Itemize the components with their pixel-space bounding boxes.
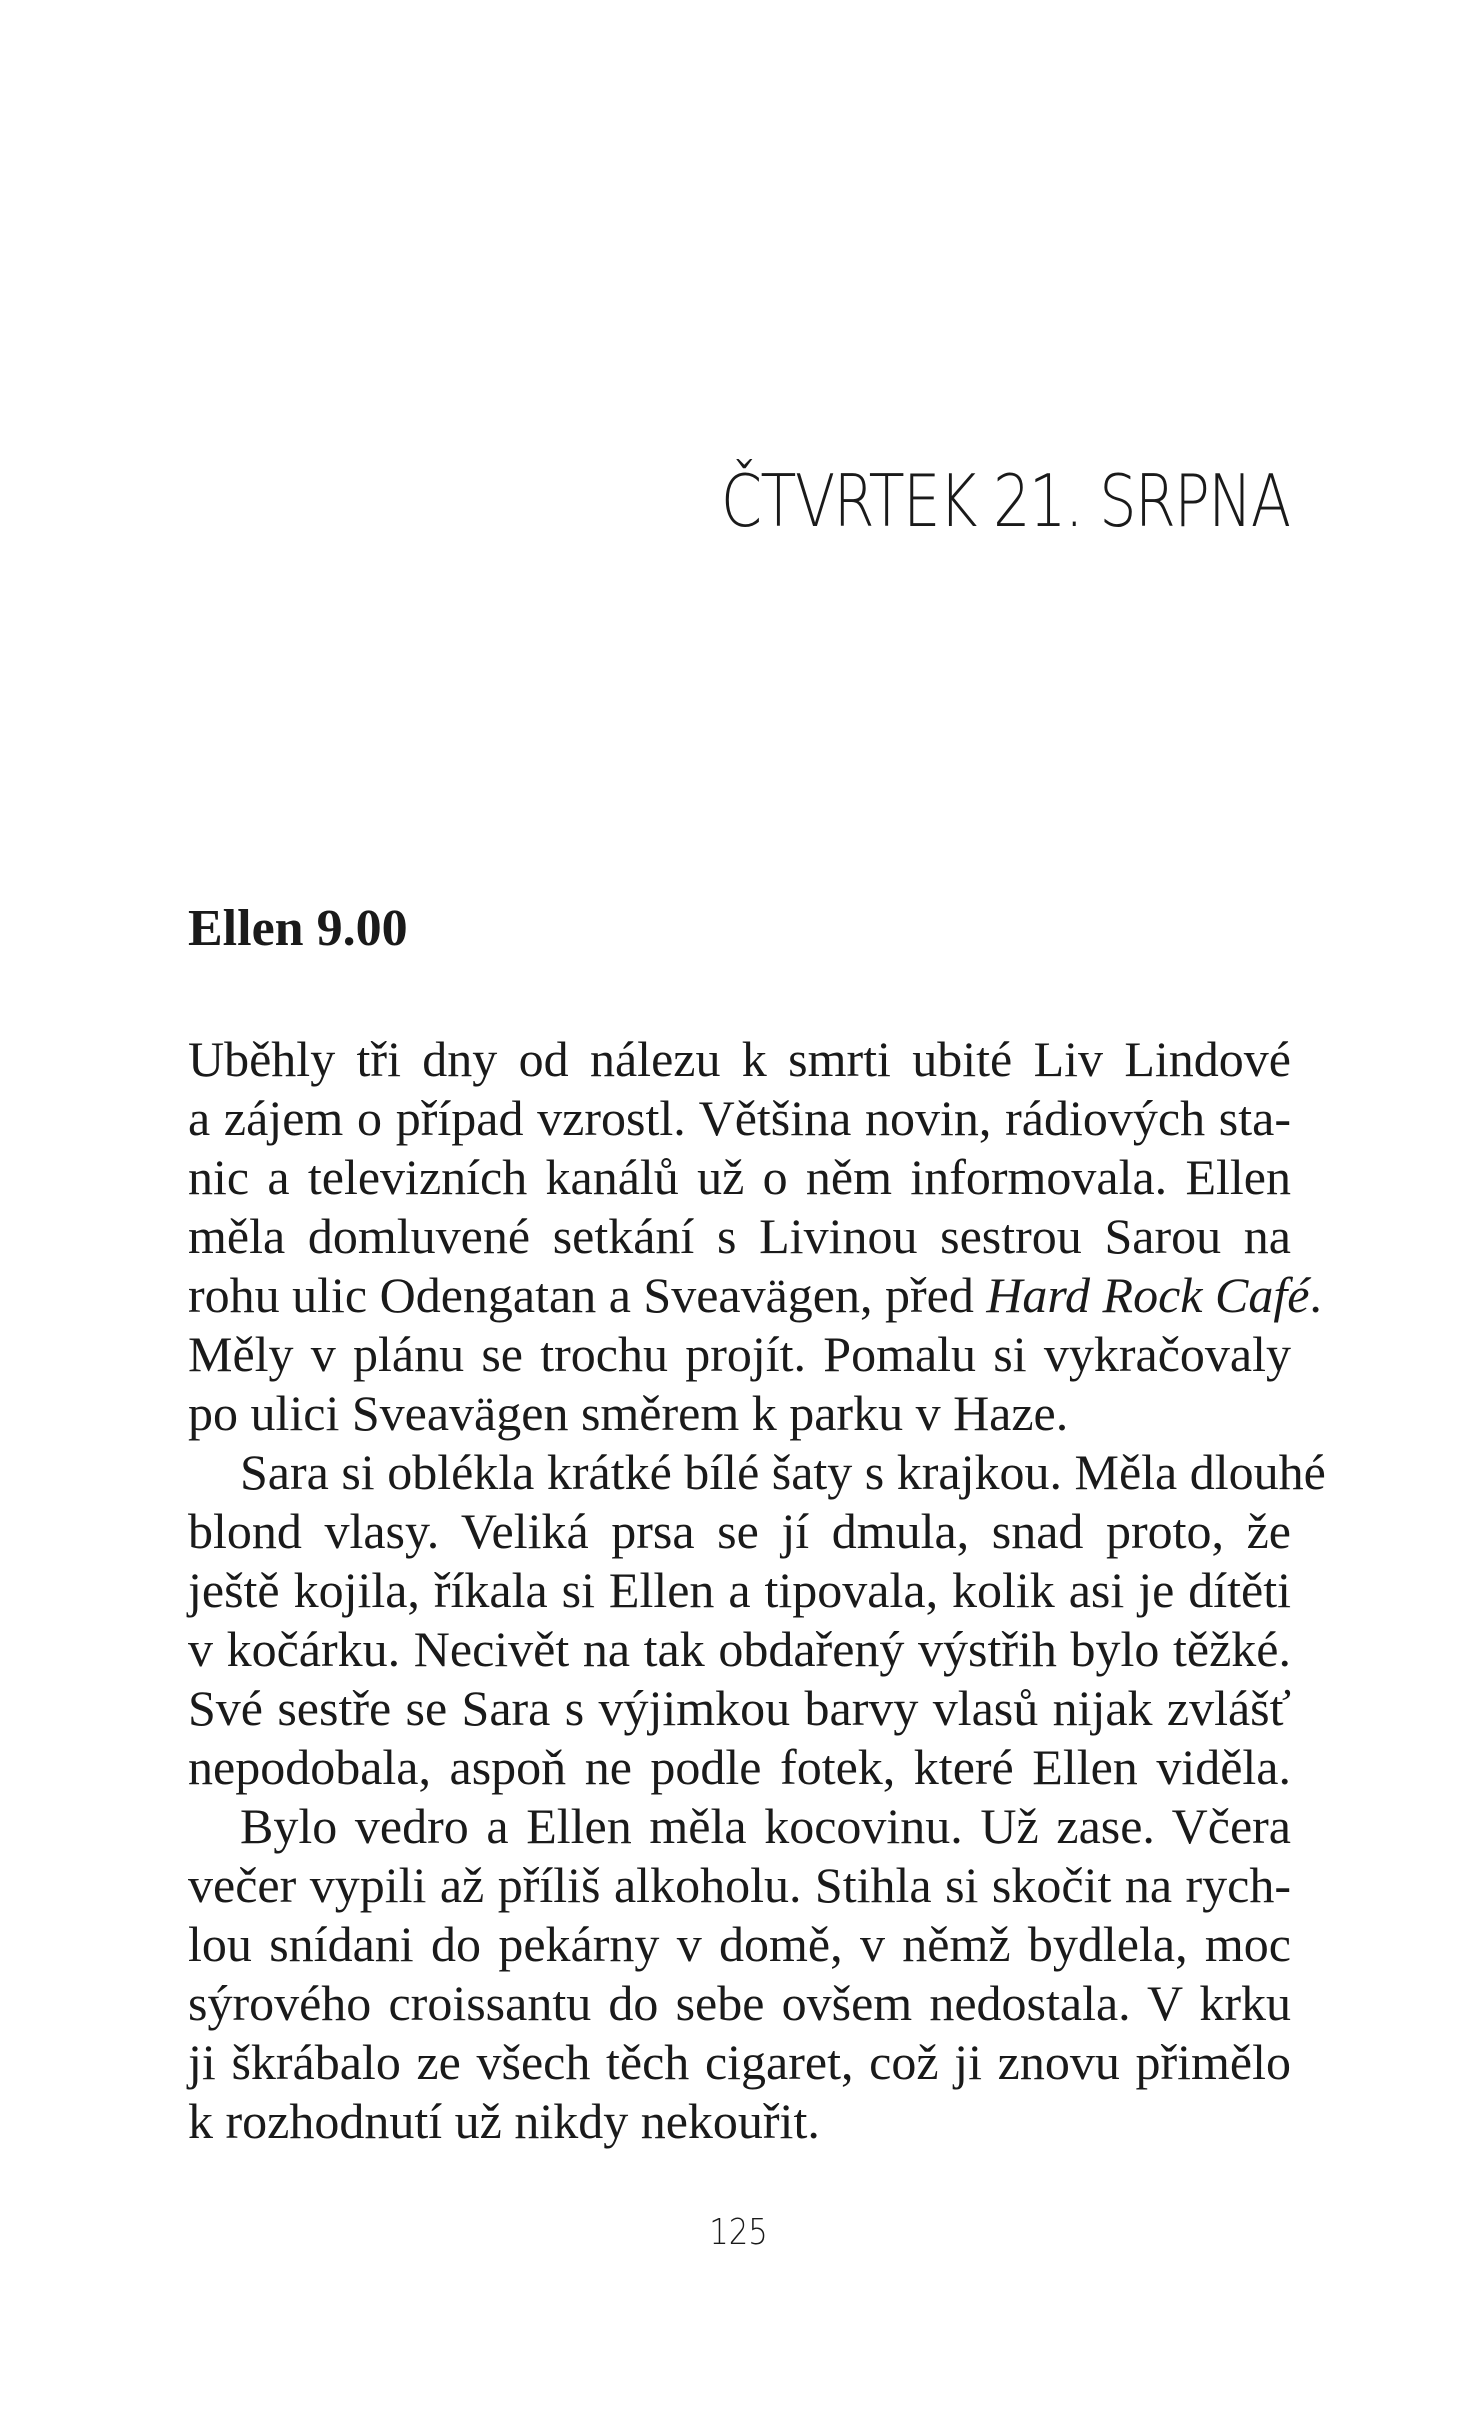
text-line: nepodobala, aspoň ne podle fotek, které Ellen viděla. — [188, 1739, 1291, 1795]
text-line: Sara si oblékla krátké bílé šaty s krajkou. Měla dlouhé — [240, 1444, 1326, 1500]
text-line: Bylo vedro a Ellen měla kocovinu. Už zase. Včera — [240, 1798, 1291, 1854]
page-number: 125 — [709, 2212, 768, 2253]
text-line: a zájem o případ vzrostl. Většina novin, rádiových sta- — [188, 1090, 1291, 1146]
text-line: Své sestře se Sara s výjimkou barvy vlasů nijak zvlášť — [188, 1680, 1291, 1736]
italic-place-name: Hard Rock Café — [986, 1267, 1310, 1323]
text-line: sýrového croissantu do sebe ovšem nedostala. V krku — [188, 1975, 1291, 2031]
text-line: ji škrábalo ze všech těch cigaret, což ji znovu přimělo — [188, 2034, 1291, 2090]
text-line: měla domluvené setkání s Livinou sestrou Sarou na — [188, 1208, 1291, 1264]
chapter-heading: ČTVRTEK 21. SRPNA — [721, 459, 1290, 543]
text-line — [188, 1266, 1322, 1325]
text-line: Uběhly tři dny od nálezu k smrti ubité Liv Lindové — [188, 1031, 1291, 1087]
section-title: Ellen 9.00 — [188, 900, 408, 957]
text-line: po ulici Sveavägen směrem k parku v Haze. — [188, 1385, 1069, 1441]
text-line: ještě kojila, říkala si Ellen a tipovala, kolik asi je dítěti — [188, 1562, 1291, 1618]
text-line-start: rohu ulic Odengatan a Sveavägen, před — [188, 1267, 987, 1323]
text-line: večer vypili až příliš alkoholu. Stihla si skočit na rych- — [188, 1857, 1291, 1913]
body-text — [188, 1030, 1326, 2151]
text-line: lou snídani do pekárny v domě, v němž bydlela, moc — [188, 1916, 1291, 1972]
text-line: blond vlasy. Veliká prsa se jí dmula, snad proto, že — [188, 1503, 1291, 1559]
text-line: Měly v plánu se trochu projít. Pomalu si vykračovaly — [188, 1326, 1291, 1382]
text-line: nic a televizních kanálů už o něm informovala. Ellen — [188, 1149, 1291, 1205]
text-line: k rozhodnutí už nikdy nekouřit. — [188, 2093, 820, 2149]
text-line: v kočárku. Necivět na tak obdařený výstřih bylo těžké. — [188, 1621, 1291, 1677]
text-line-end: . — [1309, 1267, 1322, 1323]
